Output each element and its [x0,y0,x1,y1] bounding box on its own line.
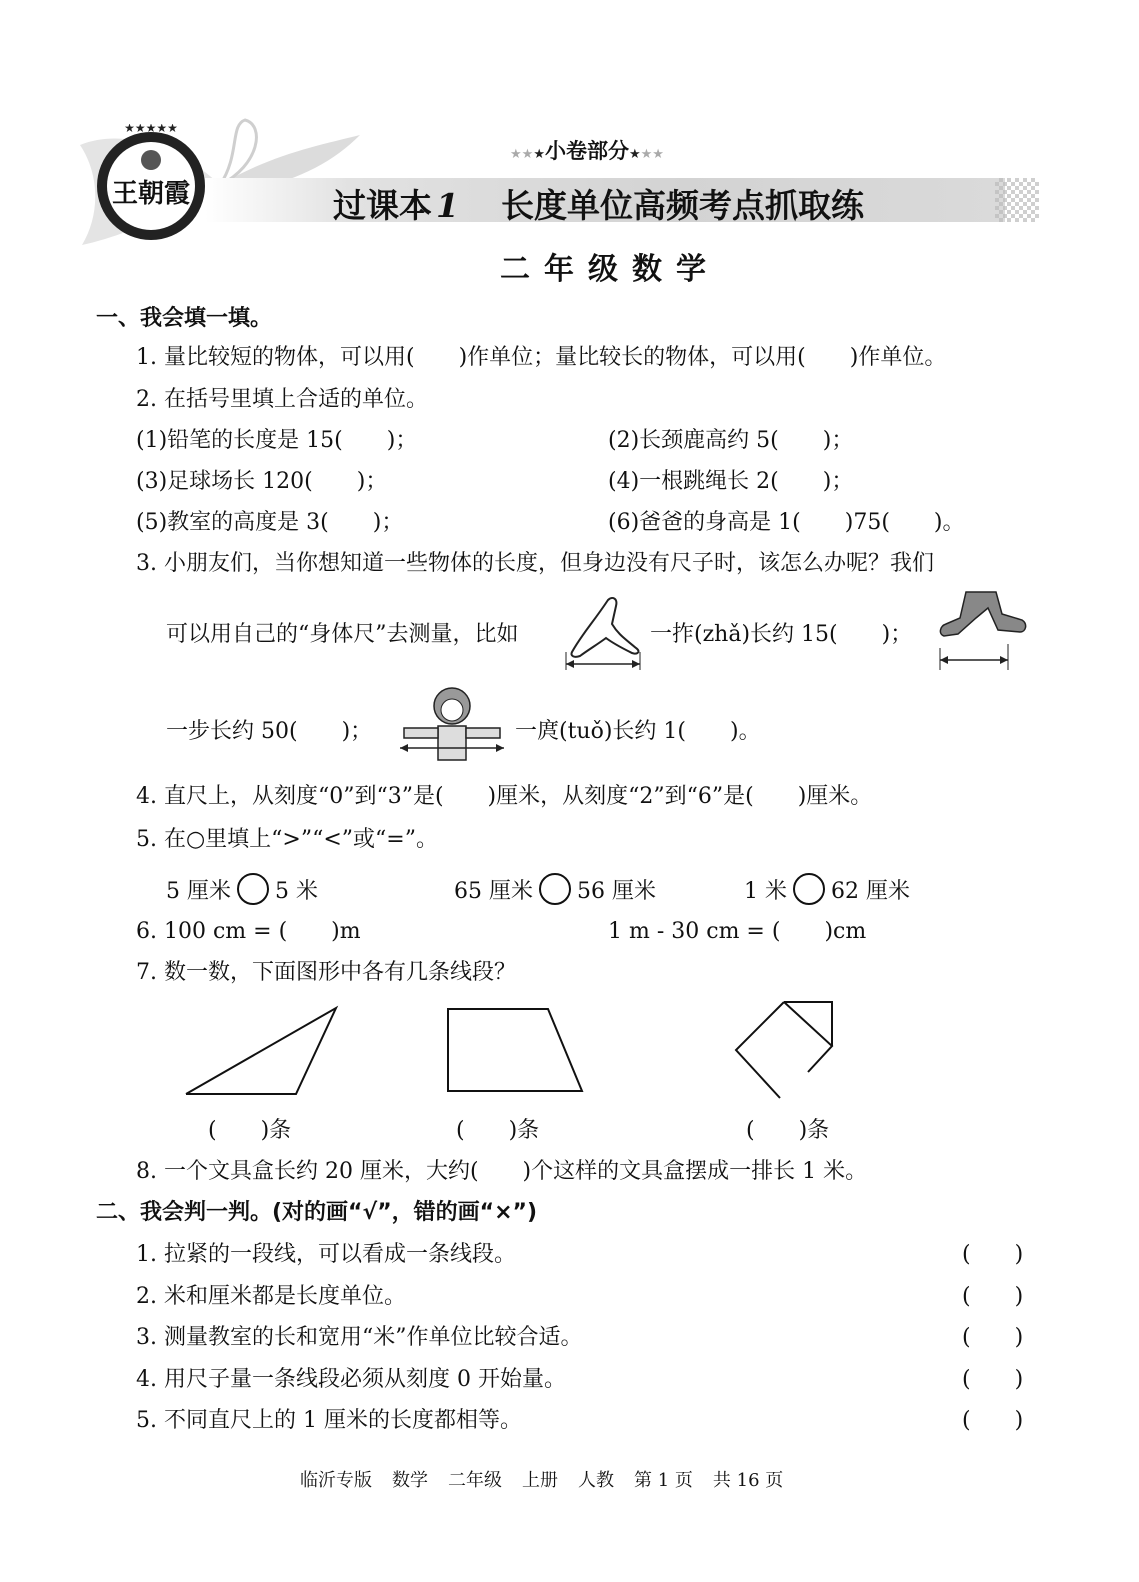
q2-item: (2)长颈鹿高约 5( )； [608,428,854,453]
section1-title: 一、我会填一填。 [96,306,273,331]
judge-answer-box[interactable]: ( ) [962,1284,1024,1309]
q7-answer[interactable]: ( )条 [208,1118,292,1143]
q5-compare-item: 1 米 62 厘米 [744,873,910,905]
q4-text: 4. 直尺上，从刻度“0”到“3”是( )厘米，从刻度“2”到“6”是( )厘米。 [136,784,873,809]
page-title: 过课本 1 长度单位高频考点抓取练 [333,186,864,225]
q3-arm-span-text: 一庹(tuǒ)长约 1( )。 [515,719,761,744]
q3-text-line1: 3. 小朋友们，当你想知道一些物体的长度，但身边没有尺子时，该怎么办呢？我们 [136,551,934,576]
judge-answer-box[interactable]: ( ) [962,1367,1024,1392]
q5-compare-item: 5 厘米 5 米 [166,873,318,905]
logo-seal [92,124,210,242]
q3-text-line2: 可以用自己的“身体尺”去测量，比如 [166,622,519,647]
shape-trapezoid [442,1005,588,1097]
judge-item: 4. 用尺子量一条线段必须从刻度 0 开始量。 [136,1367,566,1392]
q2-item: (5)教室的高度是 3( )； [136,510,404,535]
logo-text: 王朝霞 [111,179,191,209]
q7-answer[interactable]: ( )条 [456,1118,540,1143]
judge-item: 3. 测量教室的长和宽用“米”作单位比较合适。 [136,1325,583,1350]
section-label: ★★★小卷部分★★★ [510,139,664,163]
page-footer: 临沂专版 数学 二年级 上册 人教 第 1 页 共 16 页 [300,1470,784,1491]
q2-item: (1)铅笔的长度是 15( )； [136,428,418,453]
section2-title: 二、我会判一判。(对的画“√”，错的画“×”) [96,1200,538,1225]
hand-span-illustration [562,594,646,672]
q1-text: 1. 量比较短的物体，可以用( )作单位；量比较长的物体，可以用( )作单位。 [136,345,947,370]
shape-triangle [180,1000,345,1100]
judge-item: 5. 不同直尺上的 1 厘米的长度都相等。 [136,1408,522,1433]
q5-text: 5. 在○里填上“>”“<”或“=”。 [136,827,438,852]
q2-item: (4)一根跳绳长 2( )； [608,469,854,494]
q2-item: (3)足球场长 120( )； [136,469,388,494]
arm-span-illustration [396,684,508,768]
judge-answer-box[interactable]: ( ) [962,1242,1024,1267]
q3-step-text: 一步长约 50( )； [166,719,373,744]
q5-compare-item: 65 厘米 56 厘米 [454,873,656,905]
compare-circle[interactable] [237,873,269,905]
q3-hand-span-text: 一拃(zhǎ)长约 15( )； [650,622,913,647]
q8-text: 8. 一个文具盒长约 20 厘米，大约( )个这样的文具盒摆成一排长 1 米。 [136,1159,868,1184]
compare-circle[interactable] [793,873,825,905]
q2-text: 2. 在括号里填上合适的单位。 [136,387,428,412]
q6-text-a: 6. 100 cm = ( )m [136,919,361,944]
q7-text: 7. 数一数，下面图形中各有几条线段？ [136,960,516,985]
banner-checker-pattern [995,178,1039,222]
q6-text-b: 1 m - 30 cm = ( )cm [608,919,867,944]
svg-text:★★★★★: ★★★★★ [124,124,178,135]
subject-heading: 二年级数学 [500,252,720,287]
judge-answer-box[interactable]: ( ) [962,1325,1024,1350]
step-illustration [936,588,1032,672]
judge-item: 2. 米和厘米都是长度单位。 [136,1284,406,1309]
shape-composite [728,994,840,1104]
judge-answer-box[interactable]: ( ) [962,1408,1024,1433]
judge-item: 1. 拉紧的一段线，可以看成一条线段。 [136,1242,516,1267]
compare-circle[interactable] [539,873,571,905]
q7-answer[interactable]: ( )条 [746,1118,830,1143]
q2-item: (6)爸爸的身高是 1( )75( )。 [608,510,965,535]
